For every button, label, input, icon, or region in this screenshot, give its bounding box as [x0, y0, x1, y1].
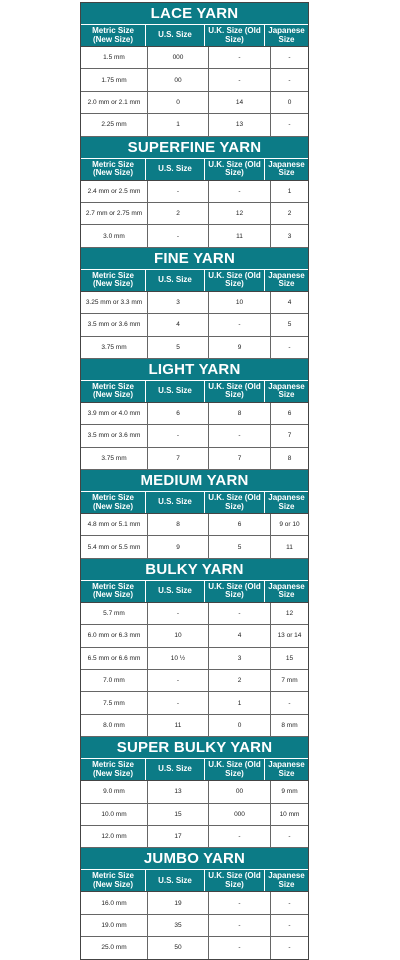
column-header: U.S. Size [146, 25, 205, 46]
table-cell: 2.4 mm or 2.5 mm [81, 181, 148, 202]
table-cell: 4 [209, 625, 271, 646]
table-row [81, 781, 308, 803]
table-cell: 5 [209, 536, 271, 557]
table-cell: 2 [209, 670, 271, 691]
column-header-row [81, 759, 308, 781]
column-header: U.K. Size (Old Size) [205, 759, 265, 780]
table-cell: 2.7 mm or 2.75 mm [81, 203, 148, 224]
table-cell: - [288, 921, 291, 929]
table-cell: - [148, 692, 209, 713]
table-row [81, 804, 308, 826]
table-cell: 3.25 mm or 3.3 mm [81, 292, 148, 313]
table-row [81, 203, 308, 225]
column-header: Japanese Size [268, 581, 305, 600]
table-cell: 14 [209, 92, 271, 113]
section-title: BULKY YARN [81, 559, 308, 581]
section-title: MEDIUM YARN [81, 470, 308, 492]
table-cell: - [148, 603, 209, 624]
table-cell: 4.8 mm or 5.1 mm [81, 514, 148, 535]
section-title: FINE YARN [81, 248, 308, 270]
table-cell: - [288, 54, 291, 62]
table-row [81, 337, 308, 359]
column-header: U.K. Size (Old Size) [205, 581, 265, 602]
column-header-row [81, 25, 308, 47]
table-cell: 13 [148, 781, 209, 802]
table-row [81, 715, 308, 737]
table-cell: 7 [287, 432, 292, 440]
table-row [81, 69, 308, 91]
table-cell: - [209, 181, 271, 202]
table-cell: - [288, 899, 291, 907]
table-cell: - [209, 603, 271, 624]
table-cell: 3.0 mm [81, 225, 148, 246]
table-row [81, 47, 308, 69]
table-cell: 3.75 mm [81, 337, 148, 358]
table-cell: 9 [209, 337, 271, 358]
section-title: JUMBO YARN [81, 848, 308, 870]
table-cell: - [209, 314, 271, 335]
table-row [81, 225, 308, 247]
table-cell: 10 [148, 625, 209, 646]
table-cell: 17 [148, 826, 209, 847]
table-row [81, 670, 308, 692]
table-cell: - [209, 892, 271, 913]
table-cell: 8 [209, 403, 271, 424]
table-cell: - [209, 937, 271, 958]
table-cell: 10 mm [279, 810, 300, 818]
table-cell: - [148, 425, 209, 446]
table-cell: 6 [209, 514, 271, 535]
column-header: Japanese Size [268, 26, 305, 44]
table-cell: 3.5 mm or 3.6 mm [81, 425, 148, 446]
table-cell: - [148, 181, 209, 202]
table-cell: 12 [209, 203, 271, 224]
column-header: Metric Size (New Size) [81, 492, 146, 513]
table-cell: 7 mm [281, 677, 298, 685]
section-title: SUPERFINE YARN [81, 137, 308, 159]
column-header: Japanese Size [268, 381, 305, 400]
table-cell: 7 [148, 448, 209, 469]
yarn-section [81, 137, 308, 248]
table-row [81, 425, 308, 447]
table-cell: 3 [148, 292, 209, 313]
table-cell: 9 mm [281, 788, 298, 796]
table-cell: 3.9 mm or 4.0 mm [81, 403, 148, 424]
table-cell: 1 [209, 692, 271, 713]
column-header: Metric Size (New Size) [81, 25, 146, 46]
column-header: Japanese Size [268, 760, 305, 778]
table-cell: - [209, 47, 271, 68]
table-cell: 6 [148, 403, 209, 424]
table-cell: - [209, 826, 271, 847]
column-header: U.K. Size (Old Size) [205, 870, 265, 891]
table-cell: 6.0 mm or 6.3 mm [81, 625, 148, 646]
table-row [81, 648, 308, 670]
table-cell: 50 [148, 937, 209, 958]
column-header-row [81, 492, 308, 514]
table-cell: 13 [209, 114, 271, 135]
table-cell: 1 [287, 187, 292, 195]
table-cell: 16.0 mm [81, 892, 148, 913]
table-cell: - [209, 425, 271, 446]
table-row [81, 692, 308, 714]
column-header-row [81, 381, 308, 403]
table-row [81, 114, 308, 136]
table-cell: - [209, 69, 271, 90]
section-title: SUPER BULKY YARN [81, 737, 308, 759]
table-row [81, 514, 308, 536]
table-cell: 12.0 mm [81, 826, 148, 847]
table-row [81, 448, 308, 470]
table-cell: 3 [287, 232, 292, 240]
section-title: LIGHT YARN [81, 359, 308, 381]
table-cell: 0 [148, 92, 209, 113]
table-cell: 000 [209, 804, 271, 825]
column-header: Japanese Size [268, 159, 305, 178]
table-cell: 2 [287, 210, 292, 218]
yarn-section [81, 559, 308, 737]
table-row [81, 625, 308, 647]
column-header: U.S. Size [146, 270, 205, 291]
table-cell: 12 [285, 610, 294, 618]
yarn-section [81, 737, 308, 848]
table-cell: 1 [148, 114, 209, 135]
column-header: U.S. Size [146, 759, 205, 780]
table-cell: - [288, 699, 291, 707]
table-row [81, 915, 308, 937]
table-cell: 5.4 mm or 5.5 mm [81, 536, 148, 557]
column-header: U.K. Size (Old Size) [205, 25, 265, 46]
yarn-section [81, 248, 308, 359]
column-header: Metric Size (New Size) [81, 759, 146, 780]
table-cell: 19.0 mm [81, 915, 148, 936]
table-cell: 7.0 mm [81, 670, 148, 691]
table-cell: 3.5 mm or 3.6 mm [81, 314, 148, 335]
column-header: U.K. Size (Old Size) [205, 381, 265, 402]
table-cell: 2.25 mm [81, 114, 148, 135]
yarn-section [81, 848, 308, 958]
table-cell: 2.0 mm or 2.1 mm [81, 92, 148, 113]
table-cell: - [288, 944, 291, 952]
table-row [81, 292, 308, 314]
table-cell: 8 mm [281, 722, 298, 729]
column-header: Japanese Size [268, 270, 305, 289]
table-cell: 6 [287, 410, 292, 418]
table-cell: 8.0 mm [81, 715, 148, 736]
column-header: U.S. Size [146, 381, 205, 402]
table-cell: 4 [148, 314, 209, 335]
column-header: Metric Size (New Size) [81, 581, 146, 602]
table-row [81, 314, 308, 336]
table-row [81, 536, 308, 558]
section-title: LACE YARN [81, 3, 308, 25]
table-cell: - [288, 121, 291, 129]
table-row [81, 826, 308, 848]
table-cell: - [209, 915, 271, 936]
table-cell: 8 [287, 454, 292, 462]
column-header: U.K. Size (Old Size) [205, 159, 265, 180]
table-row [81, 892, 308, 914]
table-row [81, 937, 308, 958]
table-cell: 5 [287, 321, 292, 329]
table-cell: 19 [148, 892, 209, 913]
table-cell: 5.7 mm [81, 603, 148, 624]
table-row [81, 603, 308, 625]
table-cell: 35 [148, 915, 209, 936]
table-cell: 10 [209, 292, 271, 313]
table-cell: 5 [148, 337, 209, 358]
table-cell: 13 or 14 [277, 632, 302, 640]
table-cell: 000 [148, 47, 209, 68]
column-header: U.K. Size (Old Size) [205, 270, 265, 291]
table-cell: 11 [148, 715, 209, 736]
table-cell: - [288, 76, 291, 84]
table-cell: - [148, 670, 209, 691]
table-cell: 1.75 mm [81, 69, 148, 90]
yarn-section [81, 359, 308, 470]
table-cell: 1.5 mm [81, 47, 148, 68]
column-header-row [81, 581, 308, 603]
table-cell: 9 or 10 [279, 521, 300, 529]
column-header: Japanese Size [268, 871, 305, 889]
table-row [81, 403, 308, 425]
column-header: Japanese Size [268, 493, 305, 511]
table-cell: 6.5 mm or 6.6 mm [81, 648, 148, 669]
table-cell: - [288, 343, 291, 351]
table-cell: 00 [209, 781, 271, 802]
yarn-section [81, 3, 308, 137]
column-header: Metric Size (New Size) [81, 159, 146, 180]
column-header-row [81, 870, 308, 892]
column-header: U.S. Size [146, 159, 205, 180]
table-cell: 3 [209, 648, 271, 669]
table-cell: 0 [209, 715, 271, 736]
column-header-row [81, 270, 308, 292]
table-cell: 00 [148, 69, 209, 90]
yarn-section [81, 470, 308, 559]
column-header: Metric Size (New Size) [81, 870, 146, 891]
table-cell: 3.75 mm [81, 448, 148, 469]
column-header-row [81, 159, 308, 181]
table-cell: - [288, 833, 291, 841]
table-row [81, 92, 308, 114]
table-cell: 0 [287, 98, 292, 106]
yarn-size-chart [80, 2, 309, 960]
table-row [81, 181, 308, 203]
column-header: Metric Size (New Size) [81, 381, 146, 402]
table-cell: 8 [148, 514, 209, 535]
table-cell: 11 [209, 225, 271, 246]
table-cell: 7 [209, 448, 271, 469]
column-header: Metric Size (New Size) [81, 270, 146, 291]
table-cell: 10 ½ [148, 648, 209, 669]
table-cell: 9.0 mm [81, 781, 148, 802]
table-cell: - [148, 225, 209, 246]
table-cell: 2 [148, 203, 209, 224]
table-cell: 7.5 mm [81, 692, 148, 713]
column-header: U.K. Size (Old Size) [205, 492, 265, 513]
column-header: U.S. Size [146, 581, 205, 602]
table-cell: 11 [286, 543, 293, 551]
table-cell: 15 [148, 804, 209, 825]
column-header: U.S. Size [146, 492, 205, 513]
table-cell: 15 [285, 654, 294, 662]
table-cell: 9 [148, 536, 209, 557]
table-cell: 4 [287, 298, 292, 306]
column-header: U.S. Size [146, 870, 205, 891]
table-cell: 10.0 mm [81, 804, 148, 825]
table-cell: 25.0 mm [81, 937, 148, 958]
